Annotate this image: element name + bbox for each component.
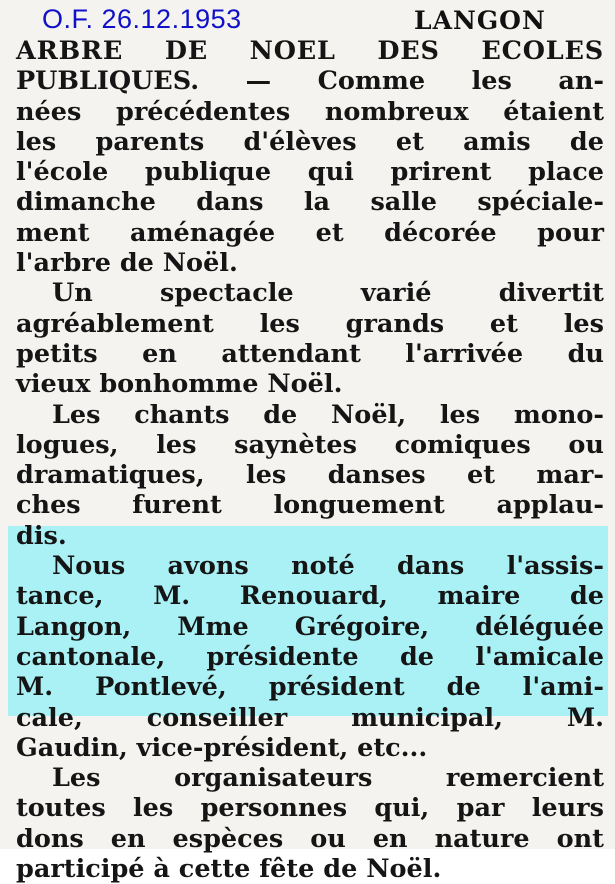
text-line: ches furent longuement applau-	[16, 490, 604, 521]
text-line: Gaudin, vice-président, etc...	[16, 732, 428, 763]
text-line: participé à cette fête de Noël.	[16, 854, 442, 884]
text-line: Les chants de Noël, les mono-	[52, 399, 604, 430]
text-line: PUBLIQUES. — Comme les an-	[16, 66, 604, 97]
article-body	[16, 36, 604, 884]
text-line: logues, les saynètes comiques ou	[16, 429, 604, 460]
text-line: ment aménagée et décorée pour	[16, 217, 604, 248]
highlighted-paragraph	[16, 551, 604, 763]
paragraph	[16, 400, 604, 551]
text-line: cale, conseiller municipal, M.	[16, 702, 604, 733]
text-line: Langon, Mme Grégoire, déléguée	[16, 611, 604, 642]
text-line: petits en attendant l'arrivée du	[16, 338, 604, 369]
text-line: dis.	[16, 520, 67, 551]
text-line: dimanche dans la salle spéciale-	[16, 187, 604, 218]
paragraph	[16, 36, 604, 278]
text-line: les parents d'élèves et amis de	[16, 126, 604, 157]
source-date-label: O.F. 26.12.1953	[42, 4, 242, 34]
text-line: cantonale, présidente de l'amicale	[16, 641, 604, 672]
text-line: dons en espèces ou en nature ont	[16, 823, 604, 854]
text-line: Nous avons noté dans l'assis-	[52, 551, 604, 582]
text-line: M. Pontlevé, président de l'ami-	[16, 672, 604, 703]
text-line: l'école publique qui prirent place	[16, 157, 604, 188]
text-line: toutes les personnes qui, par leurs	[16, 793, 604, 824]
text-line: ARBRE DE NOEL DES ECOLES	[16, 36, 604, 66]
text-line: agréablement les grands et les	[16, 308, 604, 339]
town-heading: LANGON	[414, 6, 546, 35]
paragraph	[16, 763, 604, 884]
text-line: vieux bonhomme Noël.	[16, 369, 343, 400]
paragraph	[16, 278, 604, 399]
text-line: Un spectacle varié divertit	[52, 278, 604, 309]
text-line: Les organisateurs remercient	[52, 763, 604, 794]
text-line: tance, M. Renouard, maire de	[16, 581, 604, 612]
text-line: dramatiques, les danses et mar-	[16, 460, 604, 491]
text-line: nées précédentes nombreux étaient	[16, 96, 604, 127]
text-line: l'arbre de Noël.	[16, 248, 238, 279]
